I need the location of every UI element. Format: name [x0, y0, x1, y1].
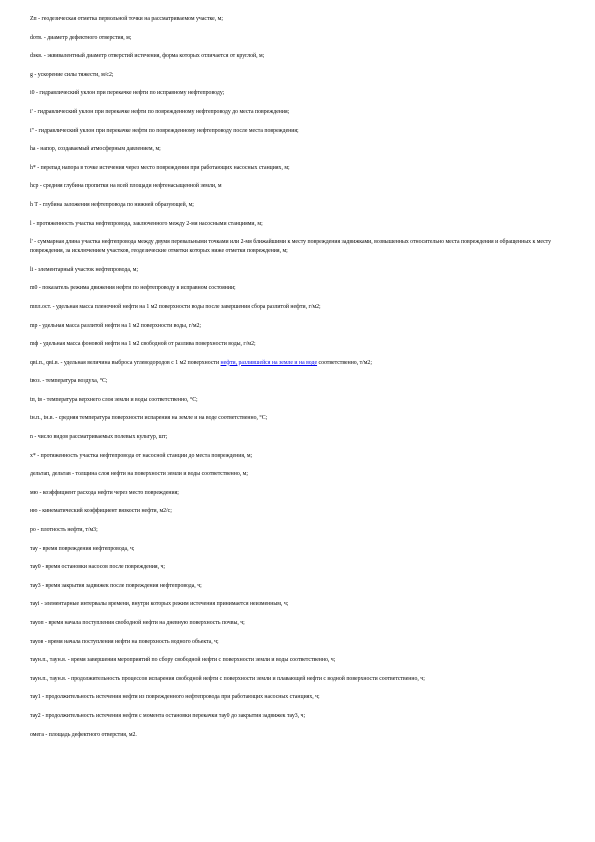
- definition-h-star: h* - перепад напора в точке истечения через место повреждения при работающих насосных станциях, м;: [30, 164, 290, 171]
- definition-d-ekv: dэкв. - эквивалентный диаметр отверстий истечения, форма которых отличается от круглой, м;: [30, 53, 265, 60]
- definition-omega: омега - площадь дефектного отверстия, м2.: [30, 731, 137, 738]
- definition-tau0: тау0 - время остановки насосов после повреждения, ч;: [30, 564, 166, 571]
- definition-tau2: тау2 - продолжительность истечения нефти с момента остановки перекачки тау0 до закрытия задвижек тау3, ч;: [30, 712, 306, 719]
- definition-i0: i0 - гидравлический уклон при перекачке нефти по исправному нефтепроводу;: [30, 90, 225, 97]
- definition-l: l - протяженность участка нефтепровода, заключенного между 2-мя насосными станциями, м;: [30, 220, 263, 227]
- definition-tau-op: тауоп - время начала поступления свободной нефти на дневную поверхность почвы, ч;: [30, 620, 245, 626]
- definition-d-otv: dотв. - диаметр дефектного отверстия, м;: [30, 34, 132, 41]
- definition-tau3: тау3 - время закрытия задвижек после повреждения нефтепровода, ч;: [30, 582, 202, 589]
- definition-tau1: тау1 - продолжительность истечения нефти из поврежденного нефтепровода при работающих насосных станциях, ч;: [30, 694, 320, 701]
- definition-i-double-prime: i'' - гидравлический уклон при перекачке нефти по поврежденному нефтепроводу после места повреждения;: [30, 127, 299, 134]
- definition-l-prime: l' - суммарная длина участка нефтепровода между двумя перевальными точками или 2-мя ближайшими к месту повреждения задвижками, возвышенных относительно места повреждения и обращенных к месту повреждения, за исключением участков, геодезические отметки которых ниже отметки повреждения, м;: [30, 239, 552, 255]
- definition-tau-collection: таун.п., таун.в. - время завершения мероприятий по сбору свободной нефти с поверхности земли и воды соответственно, ч;: [30, 657, 336, 664]
- document-page: [30, 15, 565, 749]
- definition-mf: mф - удельная масса фоновой нефти на 1 м2 свободной от разлива поверхности воды, г/м2;: [30, 341, 256, 348]
- definition-rho: ро - плотность нефти, т/м3;: [30, 527, 98, 534]
- spilled-oil-link[interactable]: нефти, разлившейся на земле и на воде: [220, 359, 318, 366]
- definition-g: g - ускорение силы тяжести, м/с2;: [30, 71, 114, 78]
- definition-m0: m0 - показатель режима движения нефти по нефтепроводу в исправном состоянии;: [30, 285, 236, 292]
- definition-m-pl-ost: mпл.ост. - удельная масса пленочной нефти на 1 м2 поверхности воды после завершения сбора разлитой нефти, г/м2;: [30, 303, 321, 310]
- definition-tau-i: тауi - элементарные интервалы времени, внутри которых режим истечения принимается неизменным, ч;: [30, 601, 289, 608]
- definition-t-voz: tвоз. - температура воздуха, °С;: [30, 378, 108, 385]
- definition-q: qвi.п., qвi.в. - удельная величина выброса углеводородов с 1 м2 поверхности нефти, разлившейся на земле и на воде соответственно, т/м2;: [30, 359, 372, 366]
- definition-x-star: x* - протяженность участка нефтепровода от насосной станции до места повреждения, м;: [30, 452, 253, 459]
- definition-li: li - элементарный участок нефтепровода, м;: [30, 266, 139, 273]
- definition-zp: Zп - геодезическая отметка первольной точки на рассматриваемом участке, м;: [30, 16, 223, 22]
- definition-tau: тау - время повреждения нефтепровода, ч;: [30, 545, 135, 552]
- definition-tau-ov: тауов - время начала поступления нефти на поверхность водного объекта, ч;: [30, 638, 219, 645]
- definition-hsr: hср - средняя глубина пропитки на всей площади нефтенасыщенной земли, м: [30, 183, 222, 190]
- definition-delta: дельтап, дельтав - толщина слоя нефти на поверхности земли и воды соответственно, м;: [30, 471, 248, 478]
- definition-ha: hа - напор, создаваемый атмосферным давлением, м;: [30, 146, 161, 153]
- definition-mu: мю - коэффициент расхода нефти через место повреждения;: [30, 489, 179, 496]
- definition-n: n - число видов рассматриваемых полевых культур, шт;: [30, 434, 168, 441]
- definition-i-prime: i' - гидравлический уклон при перекачке нефти по поврежденному нефтепроводу до места повреждения;: [30, 108, 290, 115]
- definition-tau-evaporation: таун.п., таун.в. - продолжительность процессов испарения свободной нефти с поверхности земли и плавающей нефти с водной поверхности соответственно, ч;: [30, 675, 425, 682]
- definition-nu: ню - кинематический коэффициент вязкости нефти, м2/с;: [30, 508, 172, 515]
- definition-mr: mр - удельная масса разлитой нефти на 1 м2 поверхности воды, г/м2;: [30, 322, 202, 329]
- definition-tnp-tnv: tн.п., tн.в. - средняя температура поверхности испарения на земле и на воде соответственно, °С;: [30, 415, 268, 422]
- definition-tp-tv: tп, tв - температура верхнего слоя земли и воды соответственно, °С;: [30, 396, 198, 403]
- definition-ht: h Т - глубина заложения нефтепровода по нижней образующей, м;: [30, 201, 194, 208]
